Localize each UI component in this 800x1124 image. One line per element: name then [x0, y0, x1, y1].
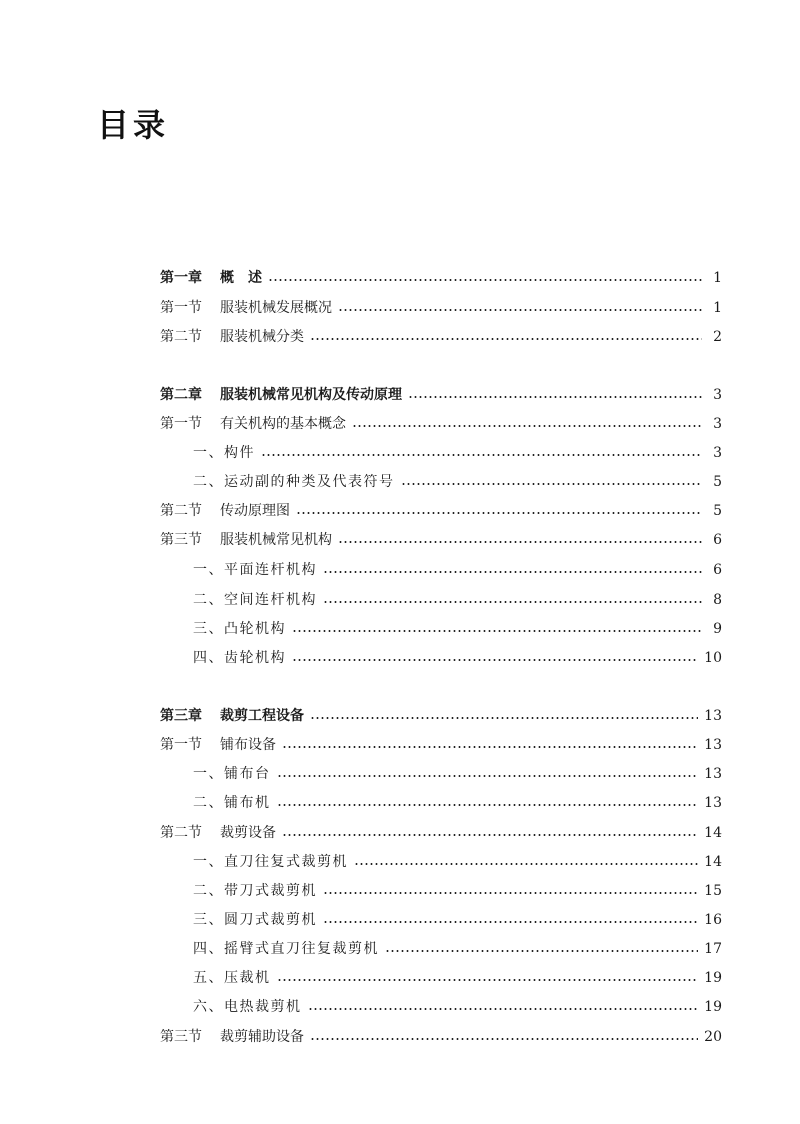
toc-entry[interactable]	[160, 297, 722, 319]
dot-leader	[261, 454, 702, 456]
dot-leader	[277, 804, 699, 806]
toc-entry[interactable]	[160, 413, 722, 435]
dot-leader	[323, 921, 698, 923]
toc-entry[interactable]	[160, 1026, 722, 1048]
toc-entry[interactable]	[193, 559, 722, 581]
toc-entry[interactable]	[193, 967, 722, 989]
toc-entry[interactable]	[193, 442, 722, 464]
dot-leader	[292, 659, 698, 661]
dot-leader	[352, 425, 702, 427]
dot-leader	[354, 863, 698, 865]
toc-entry[interactable]	[160, 267, 722, 289]
toc-entry-number: 第一章	[160, 270, 202, 286]
dot-leader	[268, 279, 702, 281]
toc-entry-title: 服装机械发展概况	[220, 300, 332, 316]
dot-leader	[401, 483, 703, 485]
toc-entry-number: 第三节	[160, 532, 202, 548]
toc-entry-number: 第二节	[160, 503, 202, 519]
toc-entry-page: 9	[713, 621, 722, 637]
toc-entry-number: 第一节	[160, 300, 202, 316]
dot-leader	[385, 950, 698, 952]
toc-entry-page: 19	[704, 999, 722, 1015]
toc-entry[interactable]	[193, 880, 722, 902]
toc-entry-page: 20	[704, 1029, 722, 1045]
dot-leader	[408, 396, 702, 398]
toc-entry-page: 6	[713, 562, 722, 578]
dot-leader	[338, 309, 702, 311]
toc-entry-title: 二、运动副的种类及代表符号	[193, 474, 395, 490]
toc-entry-title: 三、凸轮机构	[193, 621, 286, 637]
toc-entry-title: 铺布设备	[220, 737, 276, 753]
toc-entry-page: 19	[704, 970, 722, 986]
toc-entry-number: 第一节	[160, 737, 202, 753]
toc-entry-title: 一、铺布台	[193, 766, 271, 782]
dot-leader	[292, 630, 702, 632]
toc-entry-title: 五、压裁机	[193, 970, 271, 986]
dot-leader	[282, 746, 698, 748]
toc-entry-title: 二、带刀式裁剪机	[193, 883, 317, 899]
toc-entry-page: 16	[704, 912, 722, 928]
toc-entry[interactable]	[160, 326, 722, 348]
toc-entry-page: 5	[713, 474, 722, 490]
toc-entry-page: 13	[704, 766, 722, 782]
toc-entry-number: 第一节	[160, 416, 202, 432]
toc-entry[interactable]	[160, 500, 722, 522]
toc-entry-title: 服装机械分类	[220, 329, 304, 345]
toc-entry[interactable]	[193, 589, 722, 611]
toc-entry[interactable]	[193, 647, 722, 669]
toc-entry-title: 概 述	[220, 270, 262, 286]
toc-entry-number: 第二节	[160, 329, 202, 345]
toc-entry-page: 3	[713, 445, 722, 461]
toc-entry-title: 二、铺布机	[193, 795, 271, 811]
toc-entry[interactable]	[193, 792, 722, 814]
toc-entry-page: 15	[704, 883, 722, 899]
toc-entry-title: 服装机械常见机构	[220, 532, 332, 548]
toc-entry[interactable]	[160, 384, 722, 406]
dot-leader	[310, 1038, 698, 1040]
toc-entry-title: 三、圆刀式裁剪机	[193, 912, 317, 928]
toc-entry-page: 17	[704, 941, 722, 957]
toc-entry-page: 13	[704, 708, 722, 724]
toc-entry-title: 一、平面连杆机构	[193, 562, 317, 578]
dot-leader	[277, 775, 699, 777]
toc-entry[interactable]	[160, 734, 722, 756]
toc-entry-number: 第二节	[160, 825, 202, 841]
dot-leader	[308, 1008, 699, 1010]
toc-entry[interactable]	[160, 529, 722, 551]
toc-entry-title: 二、空间连杆机构	[193, 592, 317, 608]
toc-entry[interactable]	[193, 763, 722, 785]
toc-entry-page: 1	[713, 300, 722, 316]
toc-entry-title: 四、摇臂式直刀往复裁剪机	[193, 941, 379, 957]
toc-entry[interactable]	[193, 471, 722, 493]
toc-entry-page: 14	[704, 825, 722, 841]
toc-entry[interactable]	[193, 909, 722, 931]
toc-entry-title: 一、构件	[193, 445, 255, 461]
toc-entry[interactable]	[193, 851, 722, 873]
dot-leader	[282, 834, 698, 836]
toc-entry-number: 第二章	[160, 387, 202, 403]
dot-leader	[296, 512, 702, 514]
toc-entry-title: 传动原理图	[220, 503, 290, 519]
dot-leader	[323, 892, 698, 894]
toc-entry-title: 一、直刀往复式裁剪机	[193, 854, 348, 870]
page-title: 目录	[97, 106, 170, 144]
toc-entry-page: 10	[704, 650, 722, 666]
toc-entry-page: 3	[713, 387, 722, 403]
toc-entry[interactable]	[193, 996, 722, 1018]
dot-leader	[310, 338, 702, 340]
toc-entry-title: 裁剪工程设备	[220, 708, 304, 724]
toc-entry-page: 13	[704, 737, 722, 753]
toc-entry[interactable]	[160, 705, 722, 727]
dot-leader	[323, 601, 702, 603]
toc-entry-page: 8	[713, 592, 722, 608]
dot-leader	[277, 979, 699, 981]
toc-entry-page: 5	[713, 503, 722, 519]
toc-entry-page: 14	[704, 854, 722, 870]
toc-entry[interactable]	[193, 618, 722, 640]
toc-entry-title: 裁剪辅助设备	[220, 1029, 304, 1045]
dot-leader	[323, 571, 702, 573]
toc-entry-title: 六、电热裁剪机	[193, 999, 302, 1015]
toc-entry-page: 1	[713, 270, 722, 286]
toc-entry-number: 第三节	[160, 1029, 202, 1045]
toc-entry-number: 第三章	[160, 708, 202, 724]
toc-entry-title: 裁剪设备	[220, 825, 276, 841]
toc-entry-title: 服装机械常见机构及传动原理	[220, 387, 402, 403]
toc-entry-title: 四、齿轮机构	[193, 650, 286, 666]
toc-entry[interactable]	[160, 822, 722, 844]
dot-leader	[310, 717, 698, 719]
toc-entry[interactable]	[193, 938, 722, 960]
toc-entry-page: 6	[713, 532, 722, 548]
toc-entry-title: 有关机构的基本概念	[220, 416, 346, 432]
toc-entry-page: 3	[713, 416, 722, 432]
dot-leader	[338, 541, 702, 543]
toc-entry-page: 2	[713, 329, 722, 345]
toc-entry-page: 13	[704, 795, 722, 811]
